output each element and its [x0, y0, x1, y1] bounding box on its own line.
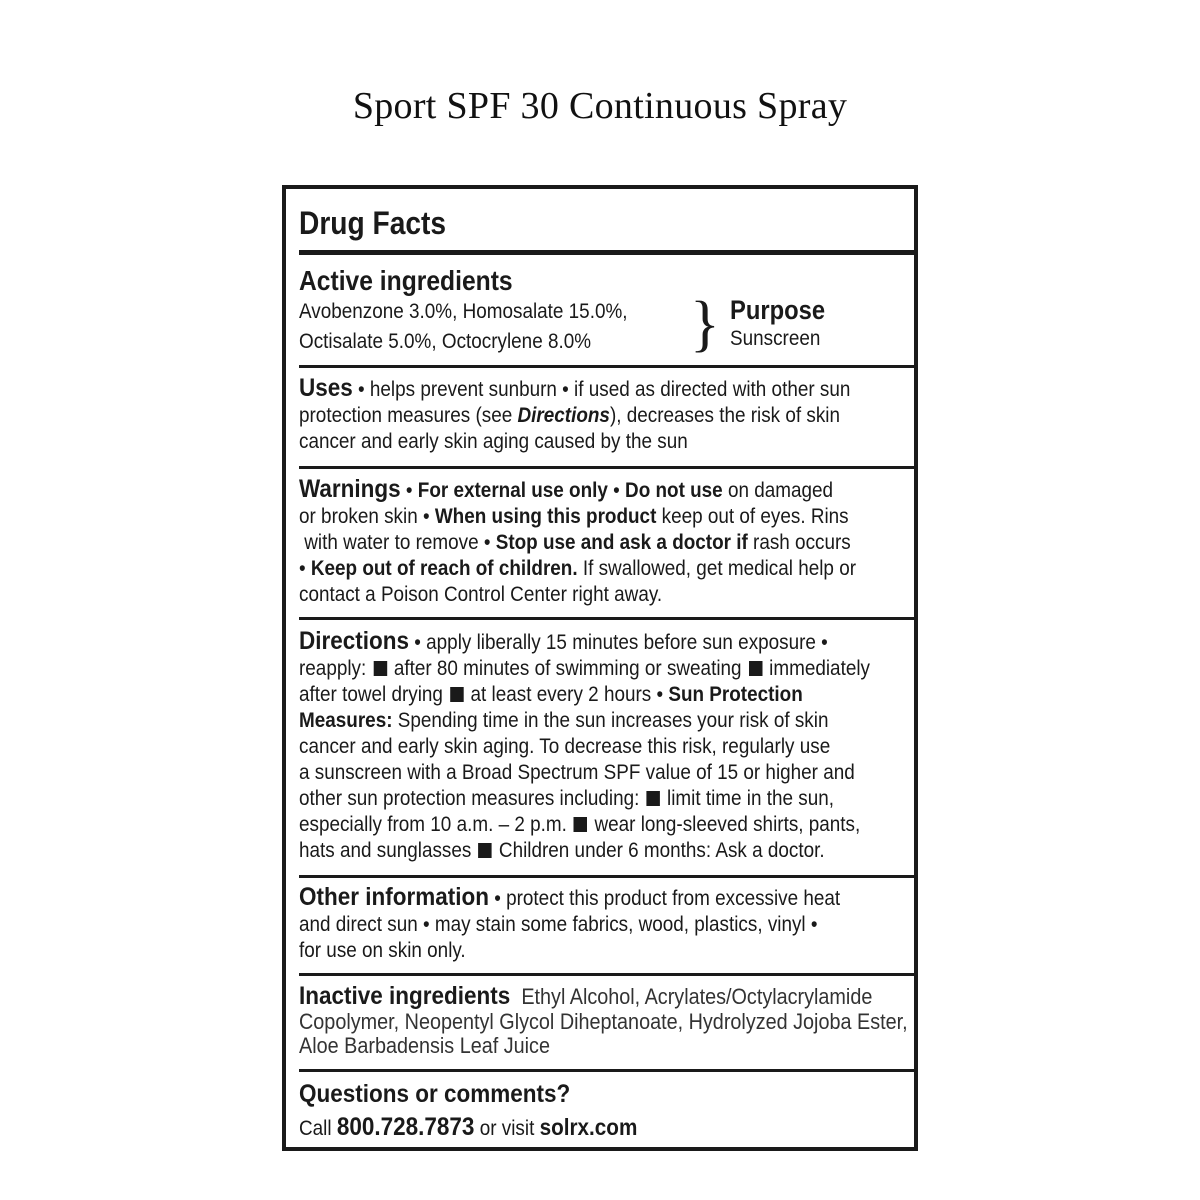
- warnings-heading: Warnings: [299, 475, 401, 503]
- page-title: Sport SPF 30 Continuous Spray: [352, 85, 848, 127]
- directions-text: cancer and early skin aging. To decrease this risk, regularly use: [299, 735, 831, 758]
- uses-directions-ref: Directions: [517, 404, 610, 427]
- uses-text: protection measures (see: [299, 404, 518, 427]
- directions-text: immediately: [763, 657, 870, 680]
- warnings-text: rash occurs: [747, 531, 851, 554]
- questions-visit-text: or visit: [474, 1117, 540, 1140]
- square-bullet-icon: [646, 791, 660, 806]
- warnings-text: Stop use and ask a doctor if: [495, 531, 748, 554]
- inactive-ingredients-text: Ethyl Alcohol, Acrylates/Octylacrylamide: [510, 984, 873, 1009]
- drug-facts-panel: [282, 185, 918, 1151]
- directions-text: a sunscreen with a Broad Spectrum SPF value of 15 or higher and: [299, 761, 855, 784]
- directions-section: [299, 628, 914, 864]
- square-bullet-icon: [749, 661, 763, 676]
- warnings-text: or broken skin •: [299, 505, 435, 528]
- divider: [299, 973, 914, 976]
- directions-text: especially from 10 a.m. – 2 p.m.: [299, 813, 573, 836]
- phone-number: 800.728.7873: [336, 1113, 475, 1141]
- warnings-text: Do not use: [625, 479, 723, 502]
- directions-heading: Directions: [299, 627, 410, 655]
- directions-text: reapply:: [299, 657, 372, 680]
- warnings-text: keep out of eyes. Rins: [656, 505, 849, 528]
- directions-text: Measures:: [299, 709, 393, 732]
- other-information-heading: Other information: [299, 883, 489, 911]
- brace-symbol: }: [690, 290, 720, 358]
- directions-text: • apply liberally 15 minutes before sun exposure •: [409, 631, 828, 654]
- divider: [299, 875, 914, 878]
- questions-call-text: Call: [299, 1117, 337, 1140]
- directions-text: limit time in the sun,: [661, 787, 835, 810]
- warnings-text: •: [400, 479, 418, 502]
- other-information-text: and direct sun • may stain some fabrics, wood, plastics, vinyl •: [299, 913, 818, 936]
- uses-heading: Uses: [299, 374, 353, 402]
- warnings-text: on damaged: [722, 479, 834, 502]
- purpose-value: Sunscreen: [730, 327, 821, 350]
- warnings-section: [299, 476, 914, 608]
- uses-text: • helps prevent sunburn • if used as directed with other sun: [352, 378, 851, 401]
- inactive-ingredients-section: [299, 984, 914, 1058]
- warnings-text: When using this product: [434, 505, 657, 528]
- directions-text: wear long-sleeved shirts, pants,: [589, 813, 861, 836]
- square-bullet-icon: [574, 817, 588, 832]
- active-ingredients-line-2: Octisalate 5.0%, Octocrylene 8.0%: [299, 330, 592, 353]
- questions-section: [299, 1078, 914, 1144]
- divider: [299, 617, 914, 620]
- warnings-text: For external use only: [417, 479, 608, 502]
- square-bullet-icon: [450, 687, 464, 702]
- website-link[interactable]: solrx.com: [539, 1114, 638, 1140]
- inactive-ingredients-text: Copolymer, Neopentyl Glycol Diheptanoate, Hydrolyzed Jojoba Ester,: [299, 1009, 908, 1034]
- directions-text: hats and sunglasses: [299, 839, 477, 862]
- warnings-text: •: [607, 479, 626, 502]
- purpose-block: [730, 295, 838, 352]
- drug-facts-heading-row: [299, 205, 914, 242]
- other-information-text: • protect this product from excessive heat: [488, 887, 841, 910]
- directions-text: Spending time in the sun increases your risk of skin: [392, 709, 829, 732]
- questions-heading: Questions or comments?: [299, 1080, 571, 1108]
- directions-text: after towel drying: [299, 683, 449, 706]
- divider: [299, 466, 914, 469]
- inactive-ingredients-text: Aloe Barbadensis Leaf Juice: [299, 1033, 550, 1058]
- uses-text: cancer and early skin aging caused by the sun: [299, 430, 688, 453]
- directions-text: at least every 2 hours •: [465, 683, 669, 706]
- active-ingredients-heading: Active ingredients: [299, 265, 513, 296]
- other-information-text: for use on skin only.: [299, 939, 466, 962]
- drug-facts-heading: Drug Facts: [299, 205, 447, 241]
- inactive-ingredients-heading: Inactive ingredients: [299, 982, 511, 1010]
- other-information-section: [299, 884, 914, 964]
- directions-text: other sun protection measures including:: [299, 787, 645, 810]
- directions-text: Children under 6 months: Ask a doctor.: [493, 839, 825, 862]
- warnings-text: •: [299, 557, 311, 580]
- divider: [299, 365, 914, 368]
- warnings-text: with water to remove •: [299, 531, 496, 554]
- purpose-heading: Purpose: [730, 295, 826, 325]
- uses-section: [299, 375, 914, 455]
- divider: [299, 250, 914, 255]
- directions-text: after 80 minutes of swimming or sweating: [388, 657, 747, 680]
- directions-text: Sun Protection: [668, 683, 803, 706]
- warnings-text: If swallowed, get medical help or: [577, 557, 857, 580]
- warnings-text: contact a Poison Control Center right away.: [299, 583, 663, 606]
- divider: [299, 1069, 914, 1072]
- square-bullet-icon: [478, 843, 492, 858]
- square-bullet-icon: [373, 661, 387, 676]
- warnings-text: Keep out of reach of children.: [310, 557, 578, 580]
- uses-text: ), decreases the risk of skin: [609, 404, 840, 427]
- active-ingredients-line-1: Avobenzone 3.0%, Homosalate 15.0%,: [299, 300, 628, 323]
